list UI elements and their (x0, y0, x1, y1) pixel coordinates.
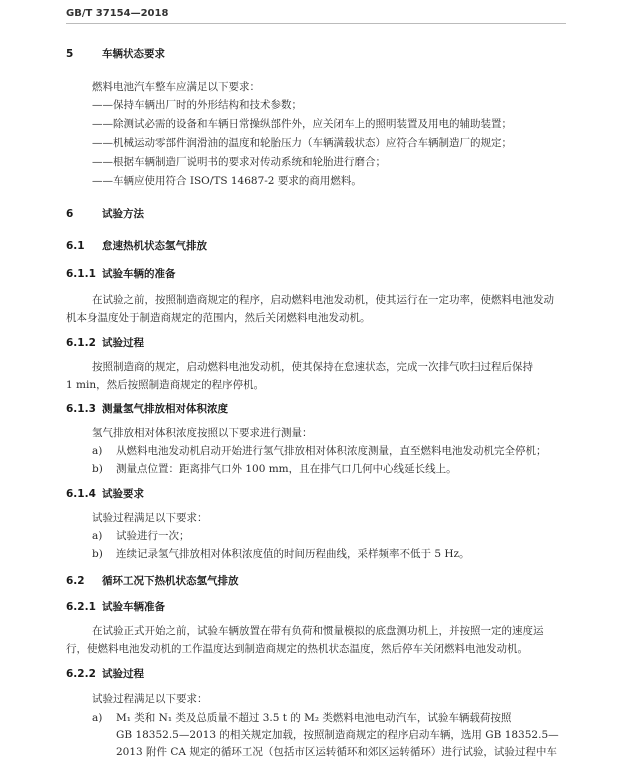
section-6-1-2-heading (66, 336, 144, 350)
paragraph-line: 试验过程满足以下要求： (92, 512, 208, 524)
section-6-heading (66, 207, 144, 221)
section-number: 6 (66, 208, 74, 220)
paragraph-line: 在试验正式开始之前，试验车辆放置在带有负荷和惯量模拟的底盘测功机上，并按照一定的速度运 (92, 625, 544, 637)
section-title: 试验方法 (102, 208, 144, 220)
standard-code: GB/T 37154—2018 (66, 8, 169, 19)
section-title: 试验车辆准备 (102, 601, 165, 613)
paragraph-line: 按照制造商的规定，启动燃料电池发动机，使其保持在怠速状态，完成一次排气吹扫过程后保持 (92, 361, 533, 373)
list-item: ——除测试必需的设备和车辆日常操纵部件外，应关闭车上的照明装置及用电的辅助装置； (92, 118, 512, 130)
list-item-text: 从燃料电池发动机启动开始进行氢气排放相对体积浓度测量，直至燃料电池发动机完全停机； (116, 445, 547, 457)
paragraph-line: 氢气排放相对体积浓度按照以下要求进行测量： (92, 427, 313, 439)
paragraph-line: 试验过程满足以下要求： (92, 693, 208, 705)
list-item: ——车辆应使用符合 ISO/TS 14687-2 要求的商用燃料。 (92, 175, 362, 187)
section-6-2-heading (66, 574, 239, 588)
section-6-2-1-heading (66, 600, 165, 614)
section-number: 6.1.4 (66, 488, 96, 500)
section-6-1-heading (66, 239, 207, 253)
list-item (92, 529, 190, 543)
header-divider (66, 23, 566, 24)
section-title: 试验要求 (102, 488, 144, 500)
section-number: 6.1.2 (66, 337, 96, 349)
list-marker: a) (92, 445, 103, 457)
section-number: 5 (66, 48, 74, 60)
section-5-heading (66, 47, 165, 61)
section-number: 6.2.1 (66, 601, 96, 613)
section-title: 试验车辆的准备 (102, 268, 176, 280)
paragraph-line: 行，使燃料电池发动机的工作温度达到制造商规定的热机状态温度，然后停车关闭燃料电池发动机。 (66, 643, 528, 655)
section-number: 6.1.3 (66, 403, 96, 415)
paragraph-line: 在试验之前，按照制造商规定的程序，启动燃料电池发动机，使其运行在一定功率，使燃料电池发动 (92, 294, 554, 306)
section-title: 试验过程 (102, 668, 144, 680)
list-marker: b) (92, 463, 103, 475)
list-marker: a) (92, 530, 103, 542)
section-6-2-2-heading (66, 667, 144, 681)
section-title: 车辆状态要求 (102, 48, 165, 60)
section-title: 测量氢气排放相对体积浓度 (102, 403, 228, 415)
section-title: 怠速热机状态氢气排放 (102, 240, 207, 252)
list-item-text: M₁ 类和 N₁ 类及总质量不超过 3.5 t 的 M₂ 类燃料电池电动汽车，试验车辆载荷按照 (116, 712, 512, 724)
list-marker: b) (92, 548, 103, 560)
list-marker: a) (92, 712, 103, 724)
section-title: 试验过程 (102, 337, 144, 349)
list-item-text: 测量点位置：距离排气口外 100 mm，且在排气口几何中心线延长线上。 (116, 463, 457, 475)
section-6-1-4-heading (66, 487, 144, 501)
list-item: ——机械运动零部件润滑油的温度和轮胎压力（车辆满载状态）应符合车辆制造厂的规定； (92, 137, 512, 149)
list-item-continuation: 2013 附件 CA 规定的循环工况（包括市区运转循环和郊区运转循环）进行试验，试验过程中车 (116, 746, 557, 758)
list-item-text: 试验进行一次； (116, 530, 190, 542)
paragraph-line: 机本身温度处于制造商规定的范围内，然后关闭燃料电池发动机。 (66, 312, 371, 324)
list-item: ——保持车辆出厂时的外形结构和技术参数； (92, 99, 302, 111)
list-item: ——根据车辆制造厂说明书的要求对传动系统和轮胎进行磨合； (92, 156, 386, 168)
section-number: 6.1.1 (66, 268, 96, 280)
section-5-intro: 燃料电池汽车整车应满足以下要求： (92, 81, 260, 93)
section-number: 6.1 (66, 240, 85, 252)
section-number: 6.2.2 (66, 668, 96, 680)
list-item-continuation: GB 18352.5—2013 的相关规定加载，按照制造商规定的程序启动车辆，选用 GB 18352.5— (116, 729, 559, 741)
section-title: 循环工况下热机状态氢气排放 (102, 575, 239, 587)
list-item-text: 连续记录氢气排放相对体积浓度值的时间历程曲线，采样频率不低于 5 Hz。 (116, 548, 470, 560)
section-6-1-3-heading (66, 402, 228, 416)
section-6-1-1-heading (66, 267, 176, 281)
list-item (92, 444, 547, 458)
list-item (92, 711, 511, 725)
paragraph-line: 1 min，然后按照制造商规定的程序停机。 (66, 379, 265, 391)
section-number: 6.2 (66, 575, 85, 587)
list-item (92, 462, 457, 476)
list-item (92, 547, 470, 561)
